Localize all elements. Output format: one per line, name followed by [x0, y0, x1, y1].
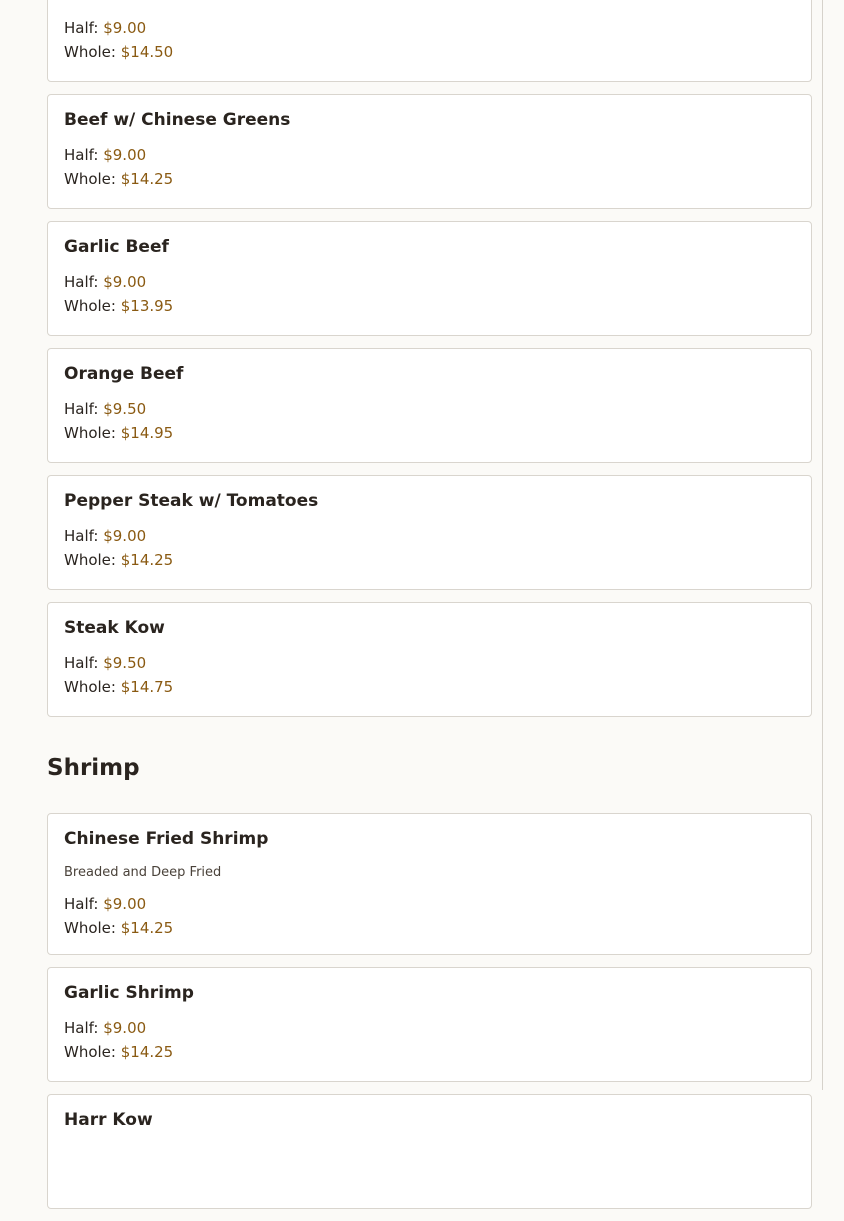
page-edge-divider — [822, 0, 823, 1090]
half-price: $9.50 — [103, 400, 147, 418]
menu-item-card — [47, 475, 812, 590]
half-label: Half: — [64, 19, 104, 37]
whole-price: $14.25 — [120, 551, 174, 569]
section-title-shrimp: Shrimp — [47, 755, 140, 781]
whole-price-row — [64, 551, 173, 569]
whole-price: $14.75 — [120, 678, 174, 696]
half-price-row — [64, 527, 146, 545]
half-price: $9.00 — [103, 1019, 147, 1037]
menu-item-name: Garlic Shrimp — [64, 983, 194, 1003]
menu-item-name: Harr Kow — [64, 1110, 153, 1130]
menu-item-name: Steak Kow — [64, 618, 165, 638]
half-price: $9.00 — [103, 527, 147, 545]
whole-price-row — [64, 170, 173, 188]
whole-price-row — [64, 424, 173, 442]
half-price-row — [64, 1019, 146, 1037]
half-label: Half: — [64, 527, 104, 545]
half-price: $9.00 — [103, 19, 147, 37]
whole-price: $14.95 — [120, 424, 174, 442]
half-price-row — [64, 895, 146, 913]
whole-price: $14.50 — [120, 43, 174, 61]
menu-content — [47, 0, 812, 1221]
whole-price: $14.25 — [120, 170, 174, 188]
whole-label: Whole: — [64, 1043, 121, 1061]
menu-item-card — [47, 602, 812, 717]
whole-label: Whole: — [64, 551, 121, 569]
whole-label: Whole: — [64, 678, 121, 696]
whole-price: $14.25 — [120, 919, 174, 937]
menu-item-card — [47, 94, 812, 209]
whole-label: Whole: — [64, 919, 121, 937]
whole-price: $14.25 — [120, 1043, 174, 1061]
half-price-row — [64, 146, 146, 164]
whole-price: $13.95 — [120, 297, 174, 315]
menu-item-card — [47, 221, 812, 336]
menu-item-card — [47, 1094, 812, 1209]
half-price: $9.00 — [103, 146, 147, 164]
whole-price-row — [64, 678, 173, 696]
whole-label: Whole: — [64, 424, 121, 442]
whole-price-row — [64, 1043, 173, 1061]
menu-item-name: Chinese Fried Shrimp — [64, 829, 269, 849]
half-price-row — [64, 400, 146, 418]
whole-price-row — [64, 919, 173, 937]
half-label: Half: — [64, 273, 104, 291]
half-price: $9.00 — [103, 895, 147, 913]
half-price: $9.50 — [103, 654, 147, 672]
half-price: $9.00 — [103, 273, 147, 291]
whole-label: Whole: — [64, 297, 121, 315]
half-price-row — [64, 19, 146, 37]
menu-item-name: Beef w/ Chinese Greens — [64, 110, 291, 130]
half-label: Half: — [64, 654, 104, 672]
half-price-row — [64, 654, 146, 672]
whole-price-row — [64, 297, 173, 315]
menu-item-card — [47, 348, 812, 463]
half-label: Half: — [64, 146, 104, 164]
half-label: Half: — [64, 895, 104, 913]
half-label: Half: — [64, 400, 104, 418]
half-label: Half: — [64, 1019, 104, 1037]
menu-item-name: Orange Beef — [64, 364, 184, 384]
whole-price-row — [64, 43, 173, 61]
menu-item-name: Garlic Beef — [64, 237, 169, 257]
menu-item-card — [47, 813, 812, 955]
menu-item-description: Breaded and Deep Fried — [64, 865, 222, 880]
half-price-row — [64, 273, 146, 291]
menu-item-card — [47, 0, 812, 82]
menu-item-card — [47, 967, 812, 1082]
whole-label: Whole: — [64, 170, 121, 188]
whole-label: Whole: — [64, 43, 121, 61]
section-heading — [47, 729, 812, 813]
menu-item-name: Pepper Steak w/ Tomatoes — [64, 491, 319, 511]
